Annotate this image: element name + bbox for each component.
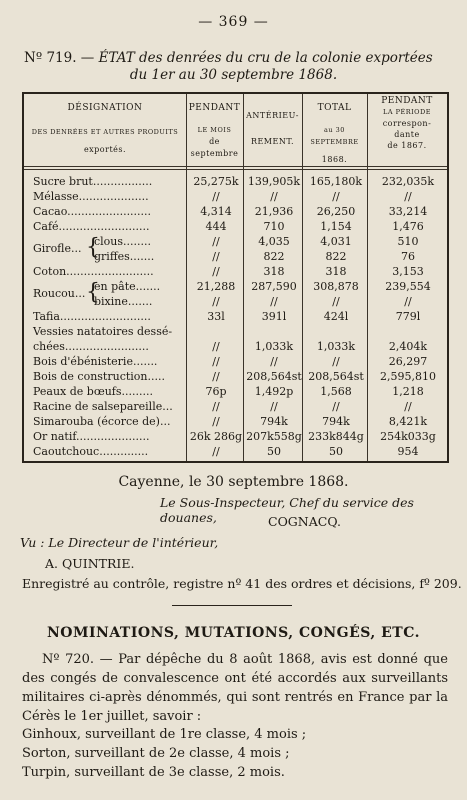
header-divider <box>24 166 447 167</box>
brace-icon: { <box>86 280 100 305</box>
cell-prior: 1,033k <box>254 340 294 353</box>
table-row <box>24 294 447 309</box>
header-col4 <box>367 96 447 151</box>
cell-1867: 254k033g <box>380 430 436 443</box>
header-designation-sub2: exportés. <box>83 145 127 154</box>
cell-prior: // <box>270 190 278 203</box>
table-row <box>24 204 447 219</box>
cell-total: 1,568 <box>320 385 352 398</box>
header-col4-c: correspon- <box>382 119 432 128</box>
cell-month: 25,275k <box>193 175 239 188</box>
cell-prior: 710 <box>263 220 285 233</box>
header-designation-sub: DES DENRÉES ET AUTRES PRODUITS <box>31 128 179 136</box>
row-label: griffes....... <box>94 250 155 263</box>
header-col3-c: 1868. <box>321 155 348 164</box>
cell-prior: 4,035 <box>258 235 290 248</box>
cell-month: // <box>212 235 220 248</box>
section-paragraph: Nº 720. — Par dépêche du 8 août 1868, avis est donné que des congés de convalescence ont été accordés aux surveillants militaires ci-après dénommés, qui sont rentrés en France par la Cérès le 1er juillet, savoir : <box>22 652 448 724</box>
cell-total: 208,564st <box>308 370 364 383</box>
header-col4-b: LA PÉRIODE <box>383 108 431 116</box>
cell-1867: 8,421k <box>388 415 428 428</box>
cell-total: // <box>332 295 340 308</box>
table-row <box>24 234 447 249</box>
table-row <box>24 444 447 459</box>
row-label: Peaux de bœufs......... <box>33 385 153 398</box>
row-label: chées........................ <box>33 340 149 353</box>
cell-total: // <box>332 190 340 203</box>
group-label: Girofle... <box>33 242 82 255</box>
cell-month: 76p <box>205 385 227 398</box>
table-row <box>24 189 447 204</box>
header-col2 <box>243 110 302 148</box>
cell-prior: 794k <box>260 415 288 428</box>
cell-1867: 232,035k <box>381 175 435 188</box>
cell-month: // <box>212 415 220 428</box>
cell-prior: // <box>270 295 278 308</box>
cell-month: // <box>212 445 220 458</box>
cell-month: 4,314 <box>200 205 232 218</box>
table-row <box>24 279 447 294</box>
registration-note: Enregistré au contrôle, registre nº 41 des ordres et décisions, fº 209. <box>22 576 462 591</box>
header-divider <box>24 169 447 170</box>
table-row <box>24 384 447 399</box>
header-col1-b: LE MOIS <box>197 126 232 134</box>
header-col3 <box>302 102 367 166</box>
cell-month: // <box>212 265 220 278</box>
table-row <box>24 339 447 354</box>
header-designation-title: DÉSIGNATION <box>67 103 143 113</box>
group-label: Roucou... <box>33 287 86 300</box>
row-label: bixine....... <box>94 295 153 308</box>
row-label: Bois de construction..... <box>33 370 165 383</box>
cell-prior: 822 <box>263 250 285 263</box>
cell-month: 21,288 <box>196 280 236 293</box>
cell-month: // <box>212 355 220 368</box>
row-label: Sucre brut................. <box>33 175 153 188</box>
title-main: ÉTAT des denrées du cru de la colonie exportées <box>98 50 433 66</box>
list-item: Ginhoux, surveillant de 1re classe, 4 mois ; <box>22 727 307 742</box>
cell-month: // <box>212 190 220 203</box>
cell-total: 1,033k <box>316 340 356 353</box>
header-col3-a: TOTAL <box>317 103 352 113</box>
cell-1867: 2,595,810 <box>380 370 436 383</box>
header-col3-b: au 30 SEPTEMBRE <box>310 126 359 146</box>
cell-1867: 1,476 <box>392 220 424 233</box>
cell-total: 26,250 <box>316 205 356 218</box>
cell-1867: 510 <box>397 235 419 248</box>
header-designation <box>24 102 186 156</box>
row-label: Tafia.......................... <box>33 310 151 323</box>
table-row <box>24 324 447 339</box>
brace-icon: { <box>86 235 100 260</box>
header-col4-a: PENDANT <box>381 96 433 106</box>
cell-prior: // <box>270 355 278 368</box>
director-name: A. QUINTRIE. <box>45 556 135 571</box>
page-number: — 369 — <box>198 14 269 30</box>
cell-1867: 2,404k <box>388 340 428 353</box>
cell-prior: 391l <box>261 310 287 323</box>
table-row <box>24 369 447 384</box>
cell-total: 308,878 <box>313 280 359 293</box>
cell-month: // <box>212 400 220 413</box>
row-label: Simarouba (écorce de)... <box>33 415 171 428</box>
table-row <box>24 354 447 369</box>
cell-total: 822 <box>325 250 347 263</box>
cell-1867: 954 <box>397 445 419 458</box>
row-label: Café.......................... <box>33 220 150 233</box>
cell-1867: 779l <box>395 310 421 323</box>
cell-1867: 26,297 <box>388 355 428 368</box>
cell-total: 4,031 <box>320 235 352 248</box>
cell-total: 794k <box>322 415 350 428</box>
table-row <box>24 399 447 414</box>
title-line2: du 1er au 30 septembre 1868. <box>129 67 338 83</box>
cell-prior: 318 <box>263 265 285 278</box>
cell-month: 26k 286g <box>189 430 243 443</box>
cell-month: // <box>212 370 220 383</box>
cell-1867: 239,554 <box>385 280 431 293</box>
row-label: clous........ <box>94 235 152 248</box>
cell-total: 165,180k <box>309 175 363 188</box>
vu-line: Vu : Le Directeur de l'intérieur, <box>20 535 219 550</box>
cell-month: // <box>212 340 220 353</box>
row-label: Vessies natatoires dessé- <box>33 325 173 338</box>
cell-total: 1,154 <box>320 220 352 233</box>
cell-1867: 33,214 <box>388 205 428 218</box>
section-title: NOMINATIONS, MUTATIONS, CONGÉS, ETC. <box>46 625 420 641</box>
cell-prior: // <box>270 400 278 413</box>
cell-prior: 208,564st <box>246 370 302 383</box>
list-item: Turpin, surveillant de 3e classe, 2 mois. <box>22 765 285 780</box>
cell-1867: 76 <box>401 250 415 263</box>
header-col1 <box>186 102 243 160</box>
cell-total: 50 <box>329 445 343 458</box>
header-col2-b: REMENT. <box>250 137 295 146</box>
signer-name: COGNACQ. <box>268 514 341 529</box>
table-row <box>24 414 447 429</box>
row-label: Or natif..................... <box>33 430 150 443</box>
table-row <box>24 264 447 279</box>
cell-prior: 21,936 <box>254 205 294 218</box>
row-label: Bois d'ébénisterie....... <box>33 355 158 368</box>
cell-month: // <box>212 295 220 308</box>
cell-month: // <box>212 250 220 263</box>
cell-prior: 287,590 <box>251 280 297 293</box>
section-divider <box>172 605 292 606</box>
header-col2-a: ANTÉRIEU- <box>246 111 299 120</box>
row-label: Cacao........................ <box>33 205 152 218</box>
title-number: Nº 719. — <box>24 50 95 66</box>
cell-prior: 207k558g <box>246 430 302 443</box>
document-title <box>24 50 454 66</box>
cell-total: 233k844g <box>308 430 364 443</box>
header-col1-c: de septembre <box>190 137 239 158</box>
table-row <box>24 219 447 234</box>
cell-1867: 3,153 <box>392 265 424 278</box>
header-col4-d: dante <box>394 130 420 139</box>
cell-1867: // <box>404 190 412 203</box>
export-table <box>22 92 449 463</box>
list-item: Sorton, surveillant de 2e classe, 4 mois ; <box>22 746 290 761</box>
cell-1867: // <box>404 295 412 308</box>
table-row <box>24 429 447 444</box>
row-label: Racine de salsepareille... <box>33 400 173 413</box>
cell-total: 424l <box>323 310 349 323</box>
cell-month: 444 <box>205 220 227 233</box>
header-col4-e: de 1867. <box>387 141 427 150</box>
row-label: en pâte....... <box>94 280 161 293</box>
cell-total: // <box>332 400 340 413</box>
cell-total: 318 <box>325 265 347 278</box>
row-label: Caoutchouc.............. <box>33 445 149 458</box>
row-label: Mélasse.................... <box>33 190 149 203</box>
table-row <box>24 249 447 264</box>
cell-month: 33l <box>207 310 225 323</box>
cell-total: // <box>332 355 340 368</box>
table-row <box>24 174 447 189</box>
cell-prior: 1,492p <box>254 385 294 398</box>
cell-prior: 139,905k <box>247 175 301 188</box>
signer-title: Le Sous-Inspecteur, Chef du service des douanes, <box>160 495 414 525</box>
cell-prior: 50 <box>267 445 281 458</box>
cell-1867: 1,218 <box>392 385 424 398</box>
row-label: Coton......................... <box>33 265 154 278</box>
header-col1-a: PENDANT <box>188 103 241 113</box>
table-row <box>24 309 447 324</box>
cell-1867: // <box>404 400 412 413</box>
place-date: Cayenne, le 30 septembre 1868. <box>118 474 349 490</box>
